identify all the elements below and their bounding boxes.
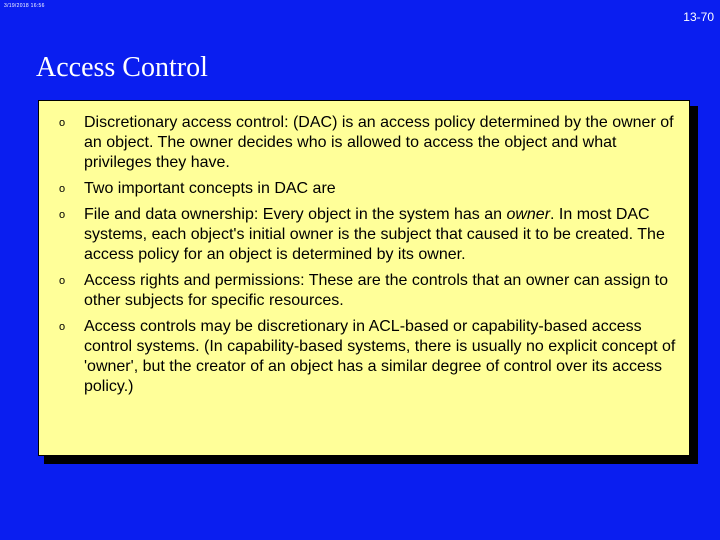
- bullet-marker-icon: o: [59, 209, 66, 221]
- bullet-marker-icon: o: [59, 183, 66, 195]
- bullet-text: Discretionary access control: (DAC) is an access policy determined by the owner of an object. The owner decides who is allowed to access the object and what privileges they have.: [84, 114, 674, 171]
- bullet-marker-icon: o: [59, 321, 66, 333]
- bullet-text-emphasis: owner: [506, 206, 551, 223]
- bullet-item-ownership: [59, 205, 679, 265]
- bullet-text: Two important concepts in DAC are: [84, 180, 336, 197]
- bullet-item-dac-definition: [59, 113, 679, 173]
- bullet-text-pre: File and data ownership: Every object in the system has an: [84, 206, 507, 223]
- content-box: [38, 100, 690, 456]
- slide-title: Access Control: [36, 52, 208, 83]
- bullet-item-acl-capability: [59, 317, 679, 397]
- bullet-text-post: . In most DAC systems, each object's initial owner is the subject that caused it to be created. The access policy for an object is determined by its owner.: [84, 206, 665, 263]
- bullet-text: Access controls may be discretionary in ACL-based or capability-based access control systems. (In capability-based systems, there is usually no explicit concept of 'owner', but the creator of an object has a similar degree of control over its access policy.): [84, 318, 676, 395]
- slide-number: 13-70: [683, 10, 714, 24]
- bullet-list: [59, 113, 679, 403]
- bullet-item-dac-concepts: [59, 179, 679, 199]
- bullet-item-access-rights: [59, 271, 679, 311]
- bullet-marker-icon: o: [59, 275, 66, 287]
- bullet-marker-icon: o: [59, 117, 66, 129]
- bullet-text: Access rights and permissions: These are the controls that an owner can assign to other subjects for specific resources.: [84, 272, 669, 309]
- timestamp: 3/19/2018 16:56: [4, 3, 45, 9]
